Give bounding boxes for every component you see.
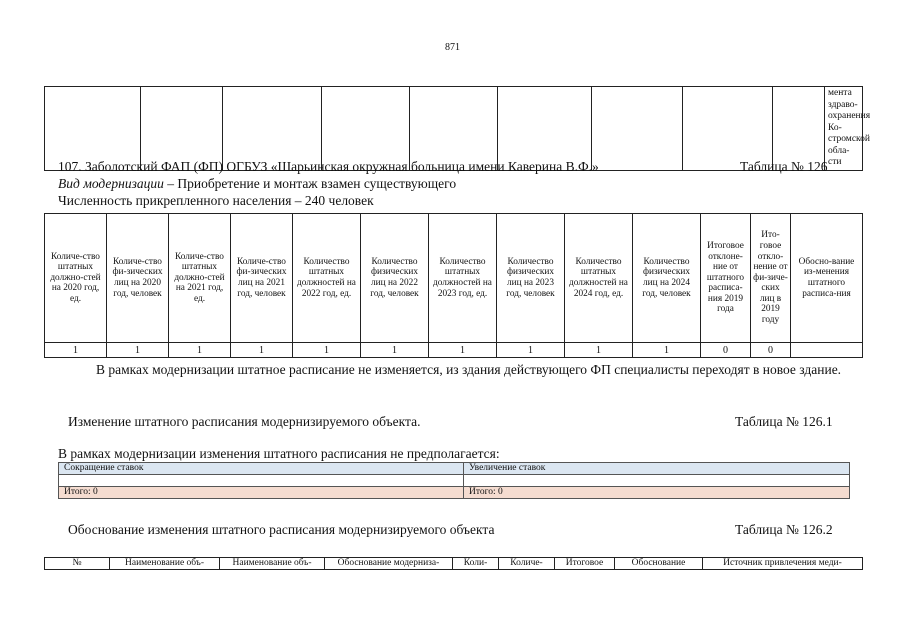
- modernization-line: [58, 176, 456, 192]
- basis-header-row: [45, 558, 863, 570]
- header-cell: Наименование объ-: [110, 558, 220, 570]
- modernization-label: Вид модернизации: [58, 176, 164, 191]
- staff-table: [44, 213, 863, 358]
- table-label: Таблица № 126: [740, 159, 828, 174]
- header-cell: Коли-: [453, 558, 499, 570]
- value-cell: 1: [497, 343, 565, 358]
- change-section-title: Изменение штатного расписания модернизируемого объекта.: [68, 414, 421, 429]
- empty-cell: [322, 87, 410, 171]
- section-title: 107. Заболотский ФАП (ФП) ОГБУЗ «Шарьинская окружная больница имени Каверина В.Ф.»: [58, 159, 599, 174]
- value-cell: 1: [45, 343, 107, 358]
- modernization-value: – Приобретение и монтаж взамен существующего: [163, 176, 457, 191]
- total-right: Итого: 0: [464, 487, 850, 499]
- change-table-label: Таблица № 126.1: [735, 414, 833, 429]
- total-left: Итого: 0: [59, 487, 464, 499]
- note-cell: мента здраво-охранения Ко-стромской обла-сти: [825, 87, 863, 171]
- population-line: Численность прикрепленного населения – 240 человек: [58, 193, 374, 208]
- empty-cell: [141, 87, 223, 171]
- change-table: [58, 462, 850, 499]
- header-cell: Количе-ство фи-зических лиц на 2020 год, человек: [107, 214, 169, 343]
- value-cell: 1: [169, 343, 231, 358]
- header-cell: Ито-говое откло-нение от фи-зиче-ских лиц в 2019 году: [751, 214, 791, 343]
- basis-table: [44, 557, 863, 570]
- header-cell: Количество физических лиц на 2024 год, человек: [633, 214, 701, 343]
- header-cell: Количе-ство штатных должно-стей на 2020 год, ед.: [45, 214, 107, 343]
- body-paragraph: В рамках модернизации штатное расписание не изменяется, из здания действующего ФП специалисты переходят в новое здание.: [96, 362, 842, 377]
- header-cell: Обосно-вание из-менения штатного расписа-ния: [791, 214, 863, 343]
- header-cell: Количество штатных должностей на 2023 год, ед.: [429, 214, 497, 343]
- empty-cell: [223, 87, 322, 171]
- value-cell: 1: [293, 343, 361, 358]
- staff-value-row: [45, 343, 863, 358]
- header-cell: Обоснование модерниза-: [325, 558, 453, 570]
- empty-cell: [683, 87, 773, 171]
- value-cell: 1: [633, 343, 701, 358]
- change-total-row: [59, 487, 850, 499]
- header-cell: Количество штатных должностей на 2022 год, ед.: [293, 214, 361, 343]
- continued-table: [44, 86, 871, 171]
- change-header-row: [59, 463, 850, 475]
- empty-cell: [59, 475, 464, 487]
- header-cell: Количество физических лиц на 2023 год, человек: [497, 214, 565, 343]
- header-cell: Количе-ство штатных должно-стей на 2021 год, ед.: [169, 214, 231, 343]
- value-cell: 0: [701, 343, 751, 358]
- page-number: 871: [445, 42, 460, 53]
- value-cell: 1: [107, 343, 169, 358]
- basis-table-label: Таблица № 126.2: [735, 522, 833, 537]
- empty-cell: [773, 87, 825, 171]
- header-cell: Количество штатных должностей на 2024 год, ед.: [565, 214, 633, 343]
- empty-cell: [498, 87, 592, 171]
- empty-cell: [45, 87, 141, 171]
- header-cell: Количество физических лиц на 2022 год, человек: [361, 214, 429, 343]
- empty-cell: [592, 87, 683, 171]
- header-cell: Итоговое: [555, 558, 615, 570]
- header-cell: Источник привлечения меди-: [703, 558, 863, 570]
- reduce-header: Сокращение ставок: [59, 463, 464, 475]
- empty-cell: [410, 87, 498, 171]
- header-cell: Обоснование: [615, 558, 703, 570]
- change-empty-row: [59, 475, 850, 487]
- value-cell: 1: [429, 343, 497, 358]
- header-cell: Количе-ство фи-зических лиц на 2021 год, человек: [231, 214, 293, 343]
- basis-section-title: Обоснование изменения штатного расписания модернизируемого объекта: [68, 522, 495, 537]
- header-cell: Количе-: [499, 558, 555, 570]
- value-cell: 1: [231, 343, 293, 358]
- value-cell: 1: [565, 343, 633, 358]
- value-cell: 1: [361, 343, 429, 358]
- value-cell: 0: [751, 343, 791, 358]
- header-cell: №: [45, 558, 110, 570]
- value-cell: [791, 343, 863, 358]
- staff-header-row: [45, 214, 863, 343]
- header-cell: Итоговое отклоне-ние от штатного расписа-ния 2019 года: [701, 214, 751, 343]
- change-note: В рамках модернизации изменения штатного расписания не предполагается:: [58, 446, 500, 461]
- header-cell: Наименование объ-: [220, 558, 325, 570]
- empty-cell: [464, 475, 850, 487]
- increase-header: Увеличение ставок: [464, 463, 850, 475]
